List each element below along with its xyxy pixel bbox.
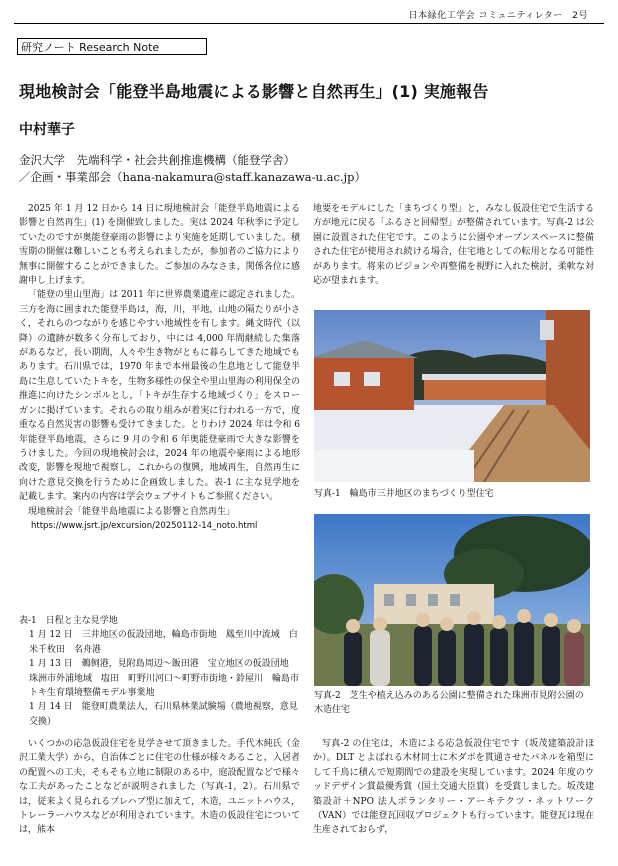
schedule-table [19,614,300,729]
body-column-right [313,202,594,288]
paragraph-background: 「能登の里山里海」は 2011 年に世界農業遺産に認定されました。三方を海に囲まれた能登半島は，海，川，平地，山地の隔たりが小さく，それらのつながりを感じやすい地域性を有します。縄文時代（以降）の遺跡が数多く分布しており，中には 4,000 年間継続した集落があるなど，長い期間，人々や生き物がともに暮らしてきた地域でもあります。石川県では，1970 年まで本州最後の生息地として能登半島に生息していたトキを，生物多様性の保全や里山里海の利用保全の推進に向けたシンボルとし，「トキが生存する地域づくり」をスローガンに掲げています。それらの取り組みが着実に行われる一方で，度重なる自然災害の影響も受けてきました。とりわけ 2024 年は令和 6 年能登半島地震，さらに 9 月の令和 6 年奥能登豪雨で大きな影響をうけました。今回の現地検討会は，2024 年の地震や豪雨による地形改変，影響を現地で視察し，これからの復興，地域再生，自然再生に向けた意見交換を行うために企画致しました。表-1 に主な見学地を記載します。案内の内容は学会ウェブサイトもご参照ください。 [19,290,300,503]
table-row: 1 月 13 日 鵜飼港，見附島周辺～飯田港 宝立地区の仮設団地 珠洲市外浦地域 塩田 町野川河口～町野市街地・鈴屋川 輪島市トキ生育環境整備モデル事業地 [29,659,300,699]
excursion-link[interactable]: https://www.jsrt.jp/excursion/20250112-14_noto.html [31,520,258,531]
affiliation [19,152,366,186]
table-row: 1 月 12 日 三井地区の仮設団地，輪島市街地 鳳至川中流域 白米千枚田 名舟港 [29,630,298,655]
section-badge: 研究ノート Research Note [17,38,207,55]
author-name: 中村華子 [19,122,75,138]
paragraph-intro: 2025 年 1 月 12 日から 14 日に現地検討会「能登半島地震による影響と自然再生」(1) を開催致しました。実は 2024 年秋季に予定していたのですが奥能登豪雨の影響により実施を延期していました。積雪期の開催は難しいことも考えられましたが，参加者のご協力により無事に開催することができました。ご参加のみなさま，関係各位に感謝申し上げます。 [19,204,300,287]
table-row: 1 月 14 日 能登町農業法人，石川県林業試験場（農地視察，意見交換） [29,702,298,727]
body-column-left [19,202,300,533]
photo-2-caption: 写真-2 芝生や植え込みのある公園に整備された珠洲市見附公園の木造住宅 [314,691,584,715]
table-title: 表-1 日程と主な見学地 [19,616,118,626]
photo-2 [314,514,590,686]
paragraph-housing: いくつかの応急仮設住宅を見学させて頂きました。手代木純氏（金沢工業大学）から，自治体ごとに住宅の仕様が様々あること，入居者の配置への工夫，そもそも立地に制限のある中，庭設配置などで様々な工夫があったことなどが説明されました（写真-1，2）。石川県では，従来よく見られるプレハブ型に加えて，木造，ユニットハウス，トレーラーハウスなどが利用されています。木造の仮設住宅については，熊本 [19,739,300,836]
article-title: 現地検討会「能登半島地震による影響と自然再生」(1) 実施報告 [19,82,489,101]
affiliation-line-2: ／企画・事業部会（hana-nakamura@staff.kanazawa-u.ac.jp） [19,170,366,184]
page-header: 日本緑化工学会 コミュニティレター 2号 [408,11,588,21]
photo-1-caption: 写真-1 輪島市三井地区のまちづくり型住宅 [314,489,494,499]
paragraph-wooden-housing: 写真-2 の住宅は，木造による応急仮設住宅です（坂茂建築設計ほか）。DLT とよばれる木材同士に木ダボを貫通させたパネルを箱型にして千鳥に積んで短期間での建設を実現しています。2024 年度のウッドデザイン賞最優秀賞（国土交通大臣賞）を受賞しました。坂茂建築設計＋NPO 法人ボランタリー・アーキテクツ・ネットワーク（VAN）では能登瓦回収プロジェクトも行っています。能登瓦は現在生産されておらず， [313,739,594,836]
body-column-right-bottom [313,737,594,838]
photo-1-image [314,310,590,482]
link-label: 現地検討会「能登半島地震による影響と自然再生」 [28,506,236,517]
photo-2-image [314,514,590,686]
photo-1 [314,310,590,482]
affiliation-line-1: 金沢大学 先端科学・社会共創推進機構（能登学舎） [19,153,295,167]
paragraph-housing-types: 地要をモデルにした「まちづくり型」と，みなし仮設住宅で生活する方が地元に戻る「ふるさと回帰型」が整備されています。写真-2 は公園に設置された住宅です。このように公園やオープンスペースに整備された住宅が使用され続ける場合，住宅地としての転用となる可能性があります。将来のビジョンや再整備を視野に入れた検討，柔軟な対応が望まれます。 [313,204,594,287]
header-rule [14,23,604,24]
body-column-left-bottom [19,737,300,838]
